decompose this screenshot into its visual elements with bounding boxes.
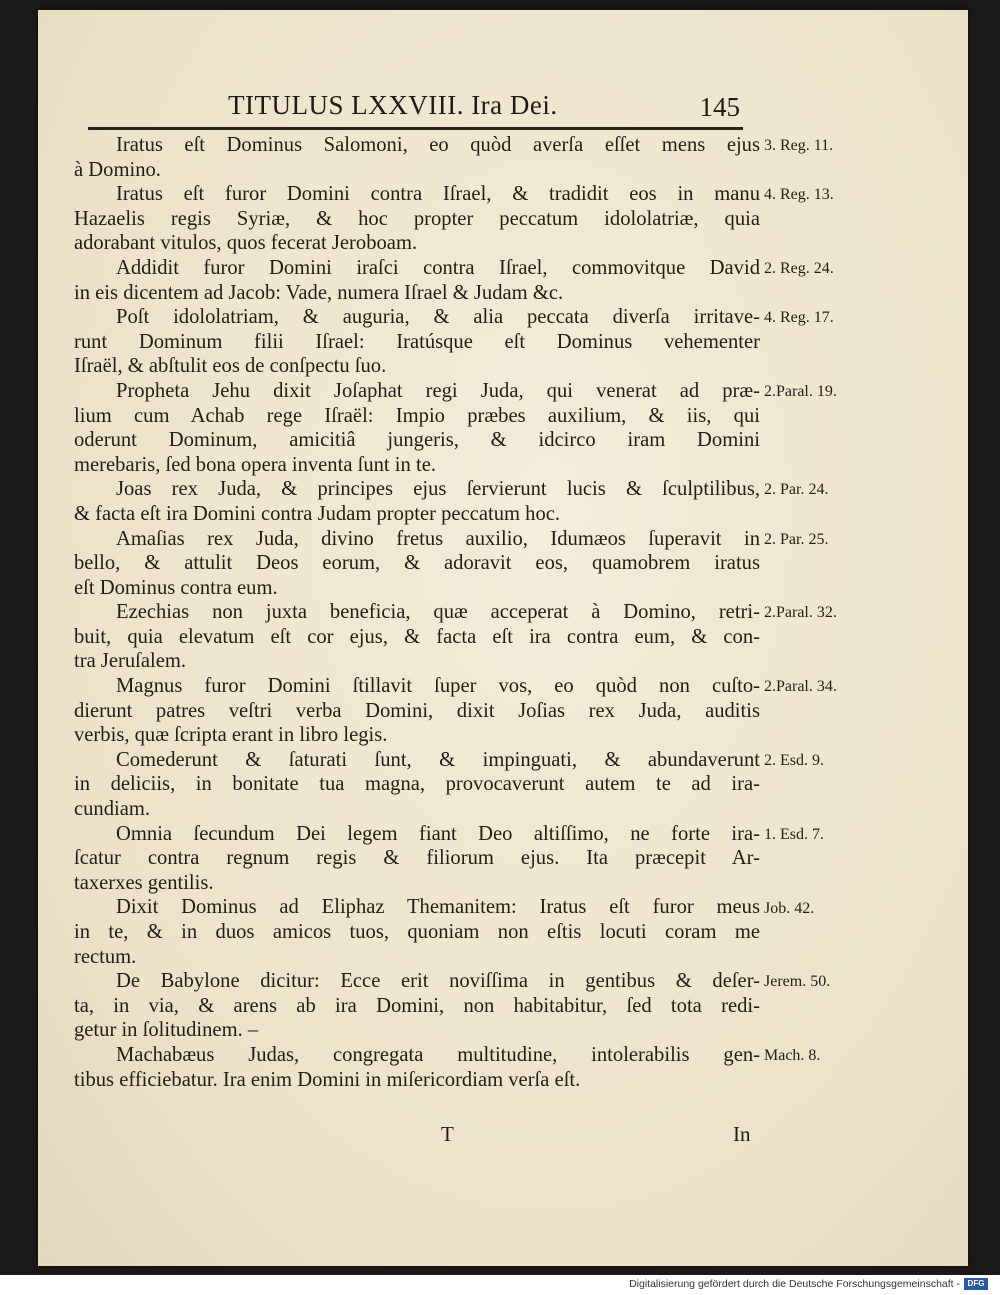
paragraph bbox=[74, 379, 760, 477]
catchword: In bbox=[733, 1122, 751, 1146]
text-line: Machabæus Judas, congregata multitudine, intolerabilis gen- bbox=[116, 1043, 760, 1066]
dfg-logo-icon: DFG bbox=[964, 1278, 988, 1290]
margin-note: 3. Reg. 11. bbox=[764, 137, 834, 154]
text-line: verbis, quæ ſcripta erant in libro legis. bbox=[74, 724, 388, 747]
text-line: Dixit Dominus ad Eliphaz Themanitem: Iratus eſt furor meus bbox=[116, 896, 760, 919]
text-line: dierunt patres veſtri verba Domini, dixit Joſias rex Juda, auditis bbox=[74, 699, 760, 722]
text-line: in deliciis, in bonitate tua magna, provocaverunt autem te ad ira- bbox=[74, 773, 760, 796]
paragraph bbox=[74, 969, 760, 1043]
footer-credit-text: Digitalisierung gefördert durch die Deutsche Forschungsgemeinschaft - bbox=[629, 1278, 960, 1290]
text-line: bello, & attulit Deos eorum, & adoravit eos, quamobrem iratus bbox=[74, 552, 760, 575]
margin-note: 2.Paral. 32. bbox=[764, 604, 837, 622]
text-line: tibus efficiebatur. Ira enim Domini in miſericordiam verſa eſt. bbox=[74, 1068, 581, 1091]
running-header bbox=[90, 88, 740, 128]
text-line: oderunt Dominum, amicitiâ jungeris, & idcirco iram Domini bbox=[74, 429, 760, 452]
margin-note: Job. 42. bbox=[764, 899, 815, 917]
margin-note: Jerem. 50. bbox=[764, 973, 831, 991]
text-line: merebaris, ſed bona opera inventa ſunt in te. bbox=[74, 453, 436, 476]
text-line: eſt Dominus contra eum. bbox=[74, 576, 278, 599]
margin-note: 2.Paral. 19. bbox=[764, 383, 837, 400]
text-line: getur in ſolitudinem. – bbox=[74, 1019, 259, 1042]
margin-note: Mach. 8. bbox=[764, 1047, 821, 1065]
text-line: rectum. bbox=[74, 945, 137, 968]
text-line: Magnus furor Domini ſtillavit ſuper vos, eo quòd non cuſto- bbox=[116, 675, 760, 698]
margin-note: 2. Reg. 24. bbox=[764, 260, 834, 277]
paragraph bbox=[74, 895, 760, 969]
text-line: in te, & in duos amicos tuos, quoniam non eſtis locuti coram me bbox=[74, 921, 760, 943]
paragraph bbox=[74, 256, 760, 305]
text-line: Iratus eſt furor Domini contra Iſrael, & tradidit eos in manu bbox=[116, 183, 760, 206]
paragraph bbox=[74, 133, 760, 182]
text-line: cundiam. bbox=[74, 798, 151, 821]
text-line: buit, quia elevatum eſt cor ejus, & facta eſt ira contra eum, & con- bbox=[74, 625, 760, 648]
paragraph bbox=[74, 674, 760, 748]
text-line: in eis dicentem ad Jacob: Vade, numera Iſrael & Judam &c. bbox=[74, 281, 564, 304]
text-line: Amaſias rex Juda, divino fretus auxilio, Idumæos ſuperavit in bbox=[116, 527, 760, 550]
paragraph bbox=[74, 1043, 760, 1092]
margin-note: 1. Esd. 7. bbox=[764, 825, 824, 843]
signature-mark: T bbox=[441, 1122, 454, 1146]
text-line: Iratus eſt Dominus Salomoni, eo quòd averſa eſſet mens ejus bbox=[116, 134, 760, 156]
margin-note: 4. Reg. 13. bbox=[764, 186, 834, 204]
margin-note: 4. Reg. 17. bbox=[764, 309, 834, 327]
text-line: Propheta Jehu dixit Joſaphat regi Juda, qui venerat ad præ- bbox=[116, 379, 760, 402]
text-line: Joas rex Juda, & principes ejus ſervierunt lucis & ſculptilibus, bbox=[116, 478, 760, 501]
text-line: à Domino. bbox=[74, 158, 161, 181]
text-line: Hazaelis regis Syriæ, & hoc propter peccatum idololatriæ, quia bbox=[74, 207, 760, 230]
text-line: Omnia ſecundum Dei legem fiant Deo altiſſimo, ne forte ira- bbox=[116, 822, 760, 845]
text-line: Addidit furor Domini iraſci contra Iſrael, commovitque David bbox=[116, 256, 760, 279]
paragraph bbox=[74, 748, 760, 822]
text-line: ſcatur contra regnum regis & filiorum ejus. Ita præcepit Ar- bbox=[74, 847, 760, 870]
margin-note: 2.Paral. 34. bbox=[764, 678, 837, 696]
margin-note: 2. Par. 25. bbox=[764, 530, 829, 548]
text-line: Poſt idololatriam, & auguria, & alia peccata diverſa irritave- bbox=[116, 306, 760, 329]
text-line: & facta eſt ira Domini contra Judam propter peccatum hoc. bbox=[74, 502, 561, 525]
header-title: TITULUS LXXVIII. Ira Dei. bbox=[228, 90, 558, 120]
text-line: runt Dominum filii Iſrael: Iratúsque eſt Dominus vehementer bbox=[74, 330, 760, 353]
paragraph bbox=[74, 477, 760, 526]
text-line: adorabant vitulos, quos fecerat Jeroboam. bbox=[74, 232, 418, 255]
text-line: De Babylone dicitur: Ecce erit noviſſima in gentibus & deſer- bbox=[116, 970, 760, 993]
body-text bbox=[74, 133, 760, 1092]
text-line: Comederunt & ſaturati ſunt, & impinguati, & abundaverunt bbox=[116, 748, 760, 771]
text-line: Iſraël, & abſtulit eos de conſpectu ſuo. bbox=[74, 355, 387, 378]
margin-note: 2. Par. 24. bbox=[764, 481, 829, 499]
footer-credit bbox=[629, 1278, 988, 1290]
paragraph bbox=[74, 600, 760, 674]
text-line: tra Jeruſalem. bbox=[74, 650, 187, 673]
text-line: Ezechias non juxta beneficia, quæ acceperat à Domino, retri- bbox=[116, 601, 760, 624]
text-line: ta, in via, & arens ab ira Domini, non habitabitur, ſed tota redi- bbox=[74, 994, 760, 1017]
margin-note: 2. Esd. 9. bbox=[764, 752, 824, 769]
header-rule bbox=[88, 127, 743, 130]
paragraph bbox=[74, 822, 760, 896]
paragraph bbox=[74, 527, 760, 601]
page-number: 145 bbox=[699, 92, 740, 122]
text-line: lium cum Achab rege Iſraël: Impio præbes auxilium, & iis, qui bbox=[74, 404, 760, 427]
text-line: taxerxes gentilis. bbox=[74, 871, 214, 894]
paragraph bbox=[74, 182, 760, 256]
paragraph bbox=[74, 305, 760, 379]
